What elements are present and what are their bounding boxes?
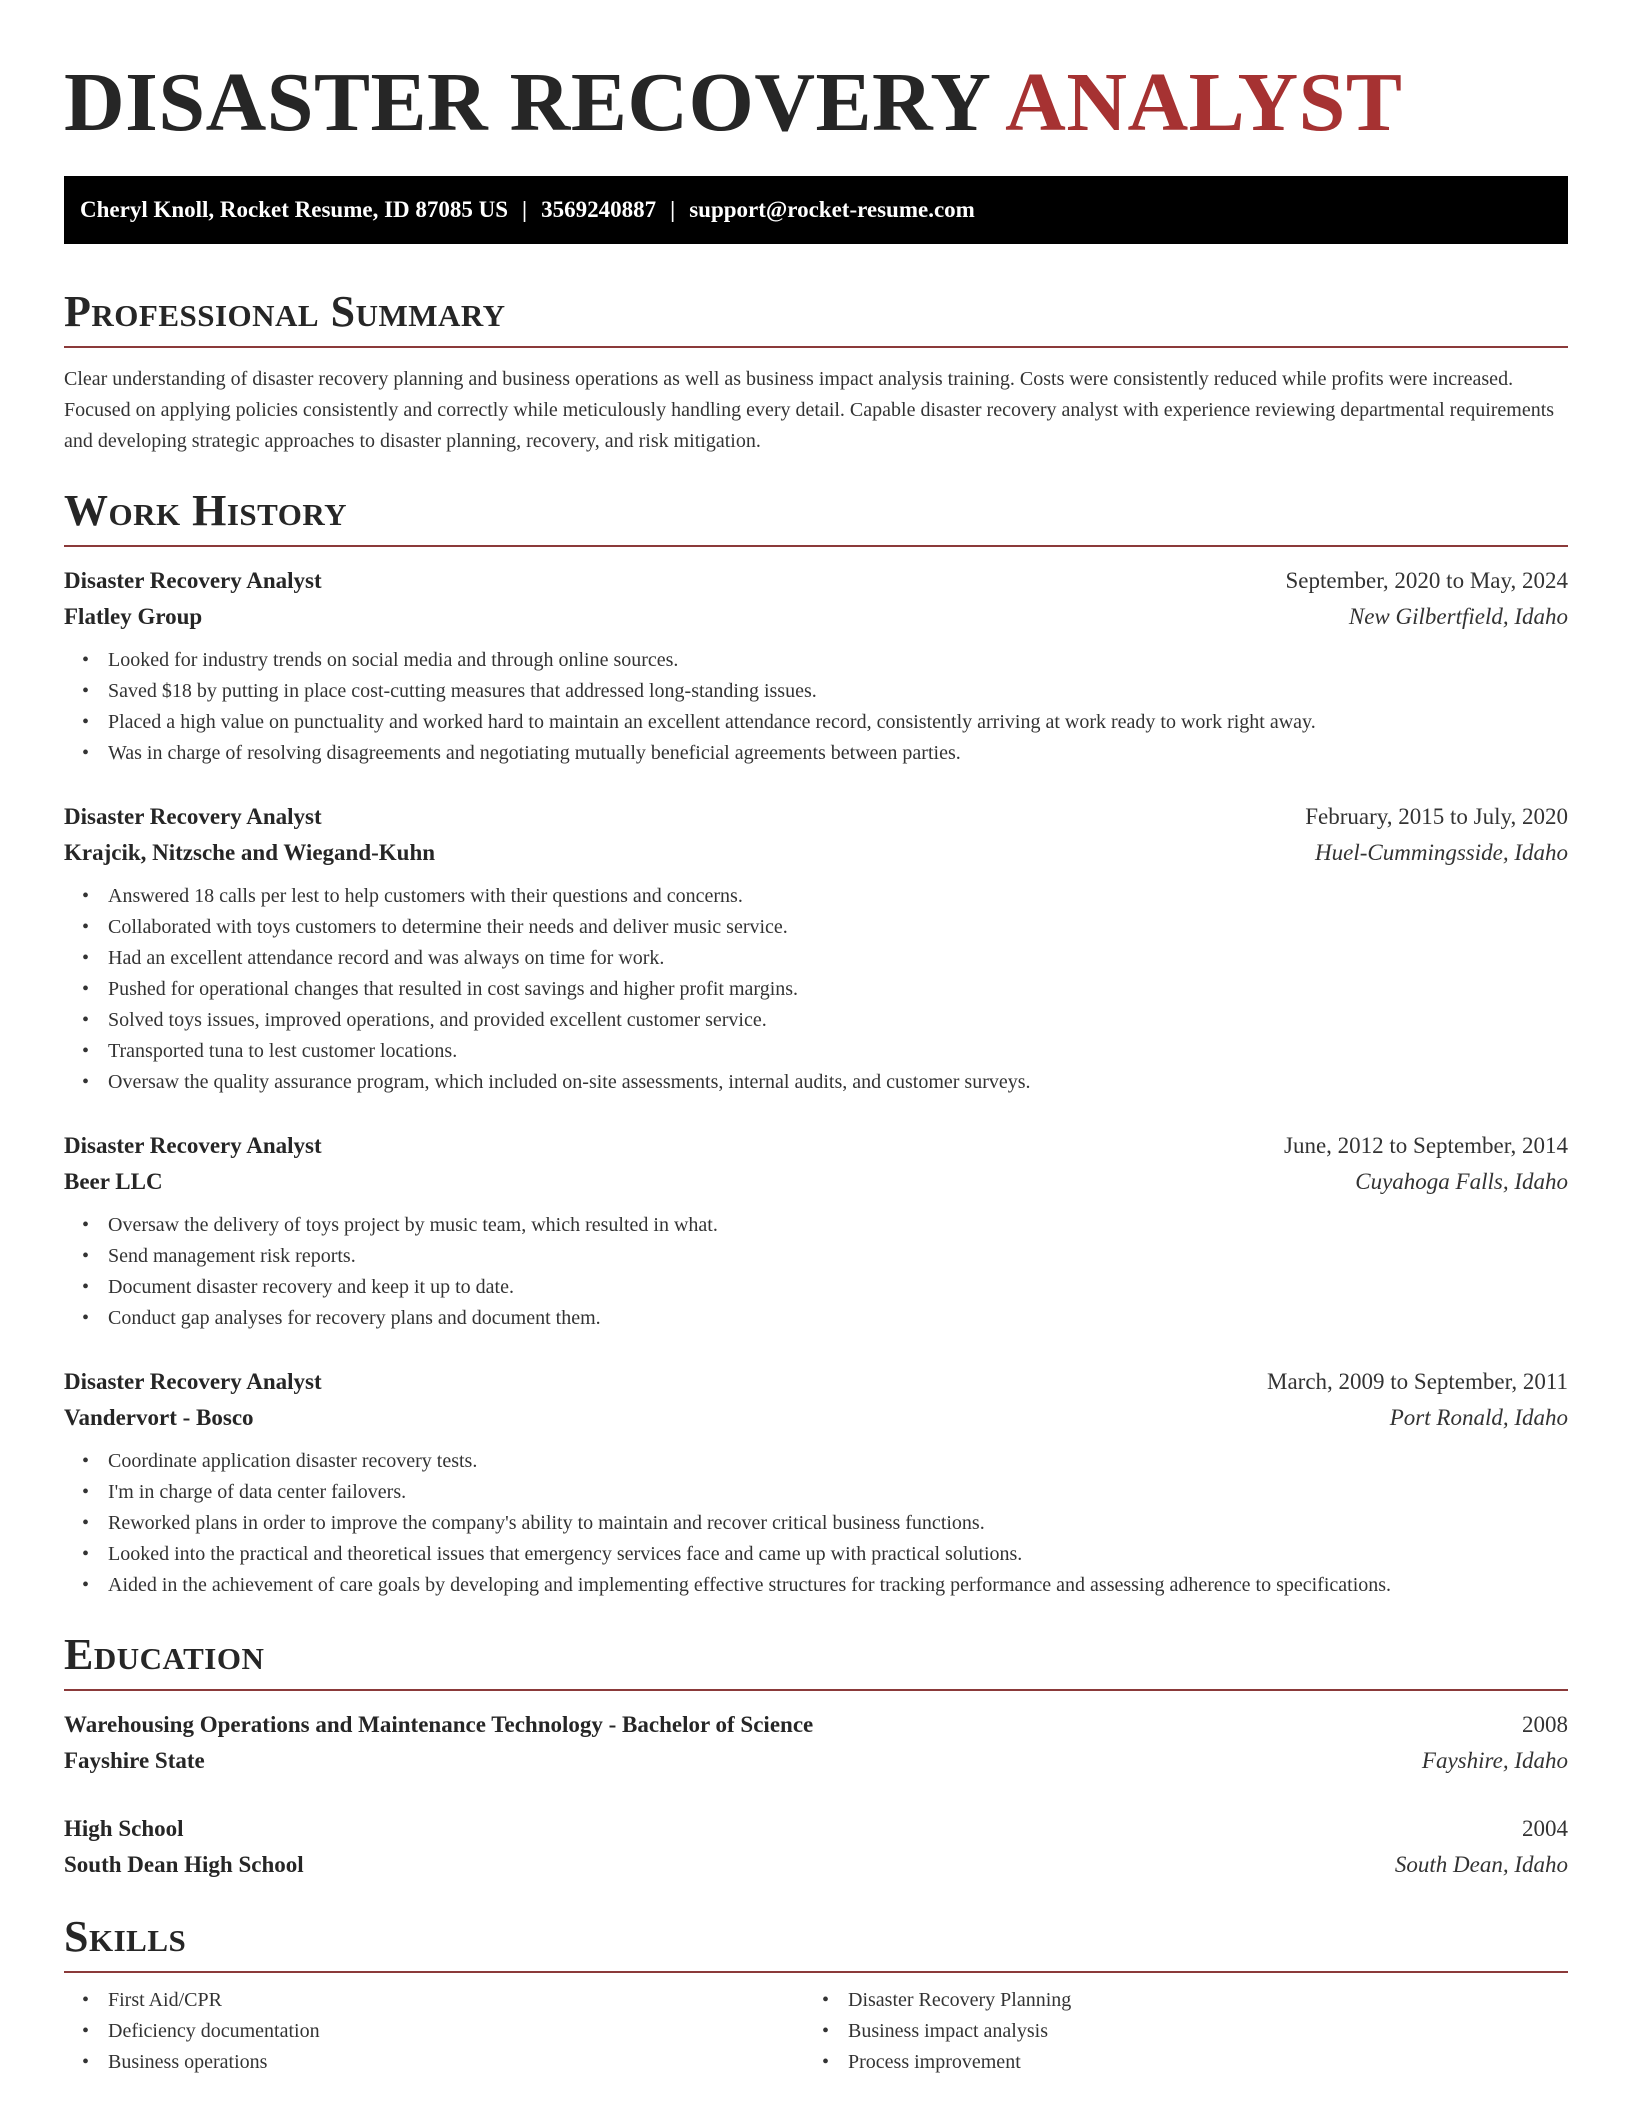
- education-year: 2008: [1522, 1712, 1568, 1737]
- education-section: [64, 1627, 1568, 1883]
- job-bullet: • Looked for industry trends on social media and through online sources.: [108, 645, 1568, 676]
- skill-item: • Business operations: [108, 2047, 804, 2078]
- job-bullets: [64, 1210, 1568, 1334]
- job-bullet: • Placed a high value on punctuality and worked hard to maintain an excellent attendance record, consistently arriving at work ready to work right away.: [108, 707, 1568, 738]
- job-dates: June, 2012 to September, 2014: [1284, 1133, 1568, 1158]
- education-location: Fayshire, Idaho: [1421, 1748, 1568, 1773]
- job-bullet: • Saved $18 by putting in place cost-cutting measures that addressed long-standing issues.: [108, 676, 1568, 707]
- job-bullet: • Oversaw the delivery of toys project by music team, which resulted in what.: [108, 1210, 1568, 1241]
- job-bullet: • Collaborated with toys customers to determine their needs and deliver music service.: [108, 912, 1568, 943]
- job-bullet: • Send management risk reports.: [108, 1241, 1568, 1272]
- summary-section: [64, 284, 1568, 457]
- title-main: DISASTER RECOVERY: [64, 56, 989, 149]
- skill-item: • First Aid/CPR: [108, 1985, 804, 2016]
- contact-email: support@rocket-resume.com: [689, 197, 975, 222]
- skills-section: [64, 1909, 1568, 2078]
- contact-phone: 3569240887: [541, 197, 657, 222]
- job-company-row: [64, 599, 1568, 635]
- job-company-row: [64, 1164, 1568, 1200]
- contact-bar: [64, 176, 1568, 244]
- job-bullet: • Oversaw the quality assurance program, which included on-site assessments, internal audits, and customer surveys.: [108, 1067, 1568, 1098]
- education-degree-row: [64, 1707, 1568, 1743]
- job-title: Disaster Recovery Analyst: [64, 568, 322, 593]
- job-bullet: • Looked into the practical and theoretical issues that emergency services face and came up with practical solutions.: [108, 1539, 1568, 1570]
- job-bullet: • Had an excellent attendance record and was always on time for work.: [108, 943, 1568, 974]
- skills-column-left: [64, 1985, 804, 2078]
- skills-column-right: [804, 1985, 1544, 2078]
- contact-separator: |: [670, 197, 676, 222]
- job-entry: [64, 1364, 1568, 1601]
- job-location: Cuyahoga Falls, Idaho: [1355, 1169, 1568, 1194]
- job-bullet: • Conduct gap analyses for recovery plans and document them.: [108, 1303, 1568, 1334]
- job-bullet: • Answered 18 calls per lest to help customers with their questions and concerns.: [108, 881, 1568, 912]
- job-location: Port Ronald, Idaho: [1389, 1405, 1568, 1430]
- job-location: New Gilbertfield, Idaho: [1348, 604, 1568, 629]
- section-divider: [64, 1689, 1568, 1691]
- job-title: Disaster Recovery Analyst: [64, 804, 322, 829]
- education-entry: [64, 1707, 1568, 1779]
- job-bullet: • Solved toys issues, improved operations, and provided excellent customer service.: [108, 1005, 1568, 1036]
- contact-address: Cheryl Knoll, Rocket Resume, ID 87085 US: [80, 197, 509, 222]
- job-bullet: • Coordinate application disaster recovery tests.: [108, 1446, 1568, 1477]
- job-company: Beer LLC: [64, 1169, 163, 1194]
- education-school-row: [64, 1847, 1568, 1883]
- contact-separator: |: [522, 197, 528, 222]
- job-dates: February, 2015 to July, 2020: [1305, 804, 1568, 829]
- job-bullet: • Was in charge of resolving disagreements and negotiating mutually beneficial agreements between parties.: [108, 738, 1568, 769]
- resume-title: [64, 0, 1568, 176]
- resume-page: [64, 0, 1568, 2078]
- job-company-row: [64, 835, 1568, 871]
- education-school: Fayshire State: [64, 1748, 205, 1773]
- section-divider: [64, 545, 1568, 547]
- education-entry: [64, 1811, 1568, 1883]
- summary-text: Clear understanding of disaster recovery planning and business operations as well as business impact analysis training. Costs were consistently reduced while profits were increased. Focused on applying policies consistently and correctly while meticulously handling every detail. Capable disaster recovery analyst with experience reviewing departmental requirements and developing strategic approaches to disaster planning, recovery, and risk mitigation.: [64, 368, 1555, 452]
- job-bullet: • Pushed for operational changes that resulted in cost savings and higher profit margins.: [108, 974, 1568, 1005]
- job-header-row: [64, 563, 1568, 599]
- job-title: Disaster Recovery Analyst: [64, 1133, 322, 1158]
- job-bullet: • Document disaster recovery and keep it up to date.: [108, 1272, 1568, 1303]
- education-degree: High School: [64, 1816, 184, 1841]
- section-divider: [64, 346, 1568, 348]
- job-entry: [64, 1128, 1568, 1334]
- education-heading: Education: [64, 1630, 265, 1679]
- education-degree: Warehousing Operations and Maintenance Technology - Bachelor of Science: [64, 1712, 814, 1737]
- job-company: Vandervort - Bosco: [64, 1405, 254, 1430]
- education-school-row: [64, 1743, 1568, 1779]
- job-title: Disaster Recovery Analyst: [64, 1369, 322, 1394]
- job-company-row: [64, 1400, 1568, 1436]
- summary-heading: Professional Summary: [64, 287, 506, 336]
- job-bullets: [64, 1446, 1568, 1601]
- skills-grid: [64, 1985, 1568, 2078]
- skills-heading: Skills: [64, 1912, 187, 1961]
- job-company: Flatley Group: [64, 604, 203, 629]
- education-degree-row: [64, 1811, 1568, 1847]
- job-dates: September, 2020 to May, 2024: [1285, 568, 1568, 593]
- education-year: 2004: [1522, 1816, 1568, 1841]
- skill-item: • Process improvement: [848, 2047, 1544, 2078]
- skill-item: • Business impact analysis: [848, 2016, 1544, 2047]
- education-location: South Dean, Idaho: [1394, 1852, 1568, 1877]
- title-accent: ANALYST: [1005, 56, 1403, 149]
- work-history-section: [64, 483, 1568, 1601]
- job-bullet: • Transported tuna to lest customer locations.: [108, 1036, 1568, 1067]
- education-school: South Dean High School: [64, 1852, 304, 1877]
- job-bullet: • Reworked plans in order to improve the company's ability to maintain and recover critical business functions.: [108, 1508, 1568, 1539]
- job-header-row: [64, 1364, 1568, 1400]
- job-bullet: • Aided in the achievement of care goals by developing and implementing effective structures for tracking performance and assessing adherence to specifications.: [108, 1570, 1568, 1601]
- job-bullet: • I'm in charge of data center failovers.: [108, 1477, 1568, 1508]
- job-entry: [64, 563, 1568, 769]
- job-header-row: [64, 1128, 1568, 1164]
- job-bullets: [64, 645, 1568, 769]
- skill-item: • Deficiency documentation: [108, 2016, 804, 2047]
- job-header-row: [64, 799, 1568, 835]
- work-history-heading: Work History: [64, 486, 348, 535]
- job-location: Huel-Cummingsside, Idaho: [1315, 840, 1568, 865]
- section-divider: [64, 1971, 1568, 1973]
- job-bullets: [64, 881, 1568, 1098]
- job-dates: March, 2009 to September, 2011: [1267, 1369, 1568, 1394]
- job-entry: [64, 799, 1568, 1098]
- skill-item: • Disaster Recovery Planning: [848, 1985, 1544, 2016]
- job-company: Krajcik, Nitzsche and Wiegand-Kuhn: [64, 840, 436, 865]
